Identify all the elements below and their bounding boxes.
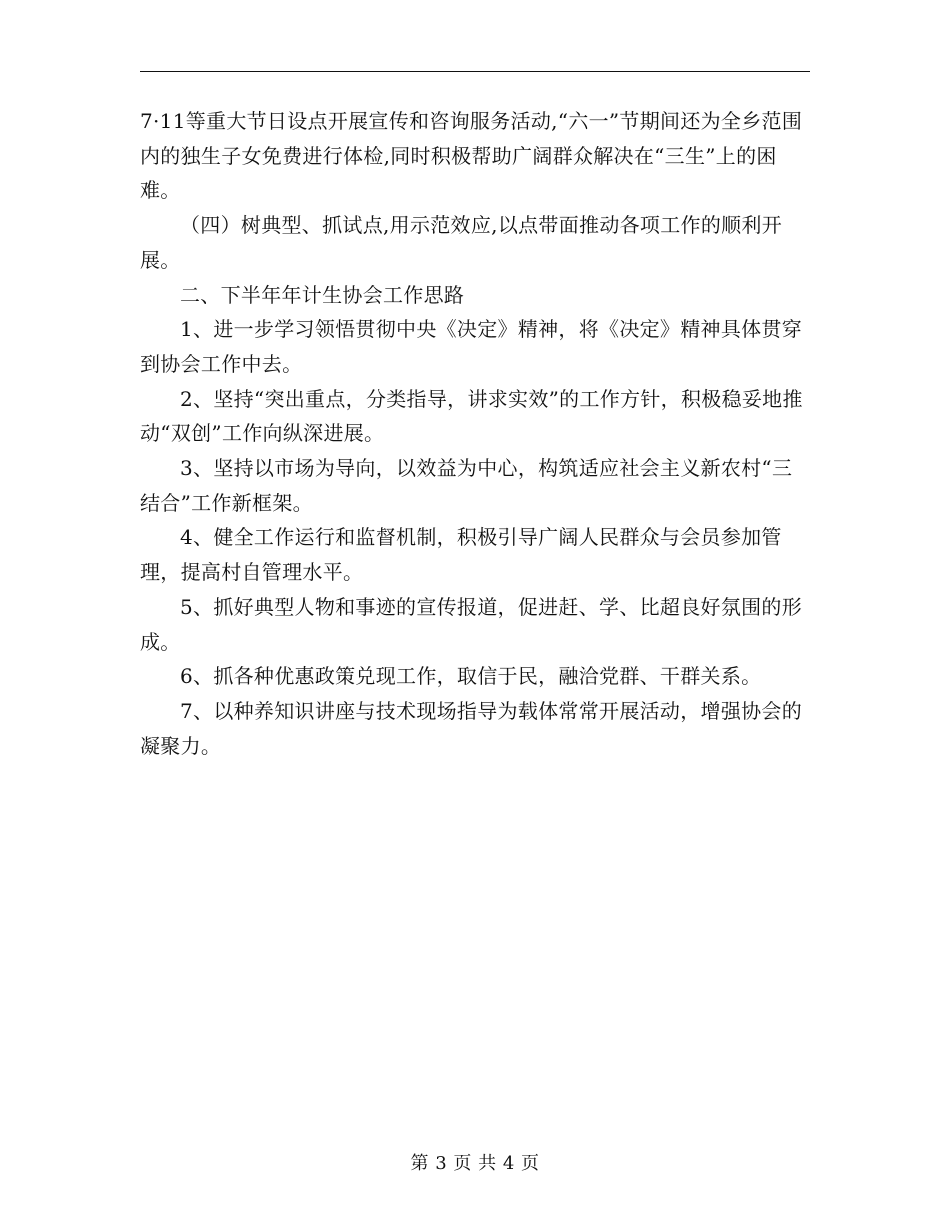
list-item: 2、坚持“突出重点，分类指导，讲求实效”的工作方针，积极稳妥地推动“双创”工作向纵深进展。	[140, 386, 803, 446]
list-item: 3、坚持以市场为导向，以效益为中心，构筑适应社会主义新农村“三结合”工作新框架。	[140, 456, 793, 515]
document-body	[140, 104, 810, 763]
list-item: 7、以种养知识讲座与技术现场指导为载体常常开展活动，增强协会的凝聚力。	[140, 698, 803, 758]
paragraph: （四）树典型、抓试点,用示范效应,以点带面推动各项工作的顺利开展。	[140, 213, 783, 272]
header-rule	[140, 71, 810, 72]
page-number: 第 3 页 共 4 页	[410, 1153, 540, 1174]
section-heading: 二、下半年年计生协会工作思路	[180, 282, 465, 307]
list-item: 1、进一步学习领悟贯彻中央《决定》精神，将《决定》精神具体贯穿到协会工作中去。	[140, 317, 803, 376]
paragraph: 7·11等重大节日设点开展宣传和咨询服务活动,“六一”节期间还为全乡范围内的独生子女免费进行体检,同时积极帮助广阔群众解决在“三生”上的困难。	[140, 109, 803, 203]
list-item: 4、健全工作运行和监督机制，积极引导广阔人民群众与会员参加管理，提高村自管理水平。	[140, 525, 782, 585]
list-item: 6、抓各种优惠政策兑现工作，取信于民，融洽党群、干群关系。	[180, 664, 762, 689]
list-item: 5、抓好典型人物和事迹的宣传报道，促进赶、学、比超良好氛围的形成。	[140, 594, 803, 654]
